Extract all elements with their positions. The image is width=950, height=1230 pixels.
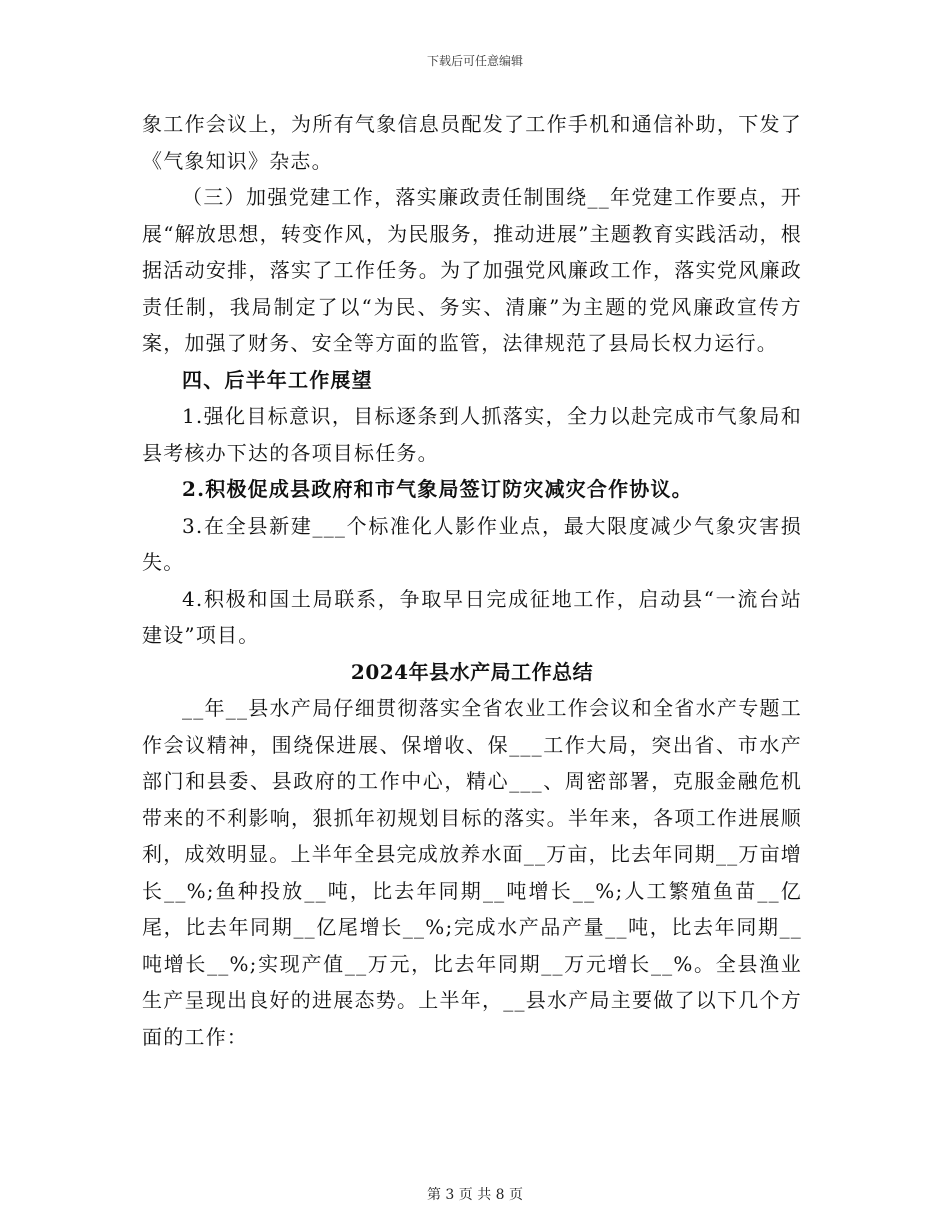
paragraph-summary: __年__县水产局仔细贯彻落实全省农业工作会议和全省水产专题工作会议精神，围绕保进展、保增收、保___工作大局，突出省、市水产部门和县委、县政府的工作中心，精心___、周密部署，克服金融危机带来的不利影响，狠抓年初规划目标的落实。半年来，各项工作进展顺利，成效明显。上半年全县完成放养水面__万亩，比去年同期__万亩增长__%;鱼种投放__吨，比去年同期__吨增长__%;人工繁殖鱼苗__亿尾，比去年同期__亿尾增长__%;完成水产品产量__吨，比去年同期__吨增长__%;实现产值__万元，比去年同期__万元增长__%。全县渔业生产呈现出良好的进展态势。上半年，__县水产局主要做了以下几个方面的工作： — [142, 696, 802, 1049]
list-item-2: 2.积极促成县政府和市气象局签订防灾减灾合作协议。 — [182, 477, 693, 501]
page-number: 第 3 页 共 8 页 — [426, 1187, 524, 1203]
section-heading-outlook: 四、后半年工作展望 — [182, 367, 373, 392]
list-item-1: 1.强化目标意识，目标逐条到人抓落实，全力以赴完成市气象局和县考核办下达的各项目标任务。 — [142, 404, 802, 465]
list-item-4: 4.积极和国土局联系，争取早日完成征地工作，启动县“一流台站建设”项目。 — [142, 586, 802, 647]
document-body — [142, 106, 802, 1055]
paragraph-party-building: （三）加强党建工作，落实廉政责任制围绕__年党建工作要点，开展“解放思想，转变作风，为民服务，推动进展”主题教育实践活动，根据活动安排，落实了工作任务。为了加强党风廉政工作，落实党风廉政责任制，我局制定了以“为民、务实、清廉”为主题的党风廉政宣传方案，加强了财务、安全等方面的监管，法律规范了县局长权力运行。 — [142, 185, 802, 355]
paragraph-continuation: 象工作会议上，为所有气象信息员配发了工作手机和通信补助，下发了《气象知识》杂志。 — [142, 112, 802, 173]
document-title: 2024年县水产局工作总结 — [350, 659, 594, 684]
header-note: 下载后可任意编辑 — [426, 54, 523, 68]
list-item-3: 3.在全县新建___个标准化人影作业点，最大限度减少气象灾害损失。 — [142, 513, 802, 574]
